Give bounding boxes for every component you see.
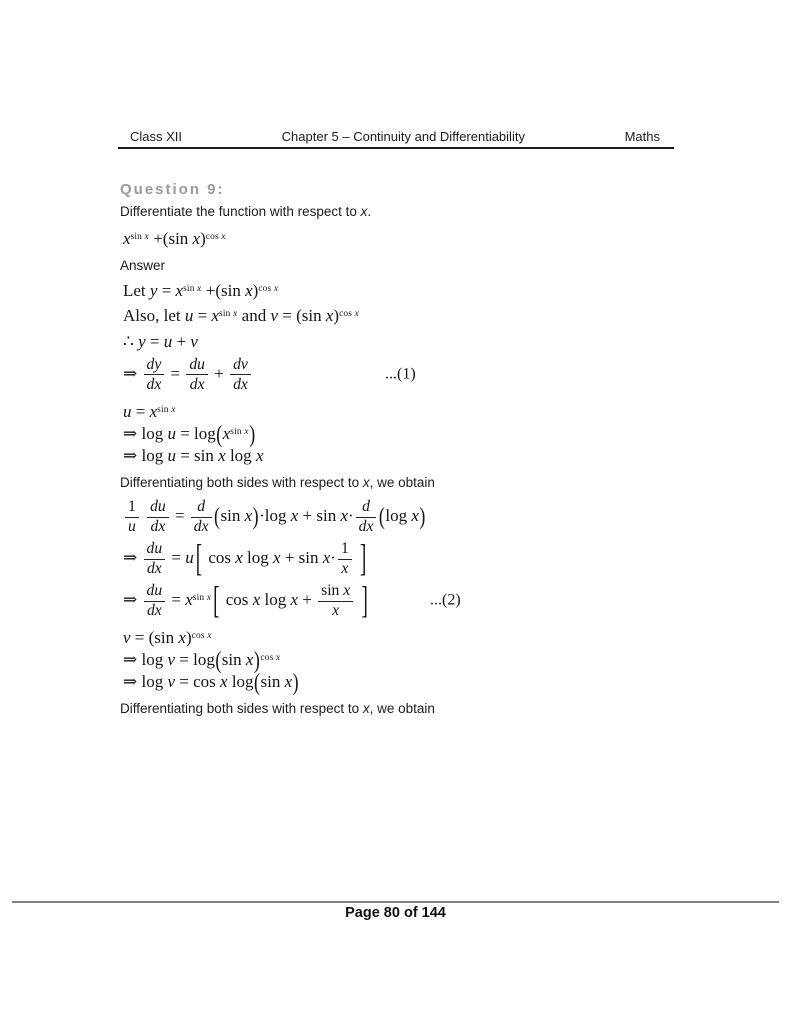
superscript: cos x <box>258 284 279 295</box>
big-paren: ( <box>215 646 222 674</box>
big-paren: ) <box>252 502 259 530</box>
superscript: sin x <box>230 426 249 437</box>
math-line: Let $y = x^{sin x} +(\sin$ x)$^{cos x}$ <box>123 281 279 301</box>
math-line: $\frac{1}{u}$ $\frac{du}{dx}$ = $\frac{d}{dx}$ (sin x)·log x + sin x· $\frac{d}{dx}$ (log x) <box>120 497 690 537</box>
big-bracket: [ <box>195 538 203 581</box>
math-line: $x^{sin x} +(\sin$ x)$^{cos x}$ <box>123 229 226 249</box>
big-paren: ) <box>292 668 299 696</box>
header-class-label: Class XII <box>130 129 183 144</box>
page-header <box>118 129 674 144</box>
solution-content <box>120 148 690 718</box>
big-bracket: [ <box>213 580 220 623</box>
fraction: $\frac{d}{dx}$ <box>191 498 212 536</box>
fraction: $\frac{\text{sin x}}{x}$ <box>318 582 353 620</box>
math-line: ⇒ log v = log(sin x)$^{cos x}$ <box>123 646 281 674</box>
big-paren: ( <box>378 502 385 530</box>
fraction: $\frac{du}{dx}$ <box>144 540 166 578</box>
big-paren: ) <box>419 502 426 530</box>
superscript: sin x <box>192 592 212 603</box>
text-line: Differentiating both sides with respect to x, we obtain <box>120 475 435 490</box>
math-line: ∴ y = u + v <box>123 331 198 351</box>
header-chapter-title: Chapter 5 – Continuity and Differentiability <box>281 129 525 144</box>
math-line: ⇒ $\frac{du}{dx}$ = u [ cos x log x + sin x· $\frac{1}{x}$ ] <box>123 538 367 581</box>
math-line: ⇒ log v = cos x log(sin x) <box>123 668 299 696</box>
superscript: cos x <box>191 630 212 641</box>
fraction: $\frac{dv}{dx}$ <box>230 356 251 394</box>
big-paren: ) <box>253 646 260 674</box>
equation-number: ...(2) <box>430 591 461 609</box>
math-line: $u = x^{sin x}$ <box>123 401 176 421</box>
fraction: $\frac{du}{dx}$ <box>186 356 208 394</box>
big-paren: ( <box>214 502 220 530</box>
fraction: $\frac{1}{x}$ <box>338 540 352 578</box>
equation-number: ...(1) <box>385 365 416 383</box>
superscript: sin x <box>130 232 149 243</box>
superscript: sin x <box>219 308 238 319</box>
math-line: ⇒ log u = sin x log x <box>123 445 264 465</box>
page-number: Page 80 of 144 <box>345 905 446 921</box>
superscript: cos x <box>205 232 226 243</box>
text-line: Differentiating both sides with respect to x, we obtain <box>120 701 435 717</box>
math-line: ⇒ $\log u = \log(x^{sin x})$ <box>123 420 256 448</box>
text-line: Differentiate the function with respect to x. <box>120 204 372 219</box>
big-paren: ) <box>249 420 256 448</box>
text-line: Answer <box>120 258 166 274</box>
superscript: cos x <box>339 308 360 319</box>
math-line: ⇒ $\frac{dy}{dx}$ = $\frac{du}{dx}$ + $\frac{dv}{dx}$ ...(1) <box>123 355 416 393</box>
superscript: sin x <box>157 404 176 415</box>
superscript: cos x <box>260 653 281 664</box>
big-paren: ( <box>254 668 260 696</box>
header-subject-label: Maths <box>624 129 660 144</box>
footer-rule <box>12 901 779 903</box>
big-bracket: ] <box>360 538 367 581</box>
fraction: $\frac{dy}{dx}$ <box>144 356 165 394</box>
fraction: $\frac{du}{dx}$ <box>147 498 169 536</box>
superscript: sin x <box>183 284 202 295</box>
big-bracket: ] <box>361 580 368 623</box>
fraction: $\frac{du}{dx}$ <box>144 582 166 620</box>
math-line: v = (sin x)$^{cos x}$ <box>123 628 212 648</box>
big-paren: ( <box>216 420 223 448</box>
math-line: ⇒ $\frac{du}{dx}$ = $x^{sin x}$ [ cos x log x + $\frac{\text{sin x}}{x}$ ] ...(2) <box>123 580 461 623</box>
fraction: $\frac{1}{u}$ <box>125 498 139 536</box>
math-line: Also, let $u = x^{sin x}$ and v = (sin x)$^{cos x}$ <box>123 305 360 325</box>
fraction: $\frac{d}{dx}$ <box>356 498 377 536</box>
question-label: Question 9: <box>120 181 225 198</box>
